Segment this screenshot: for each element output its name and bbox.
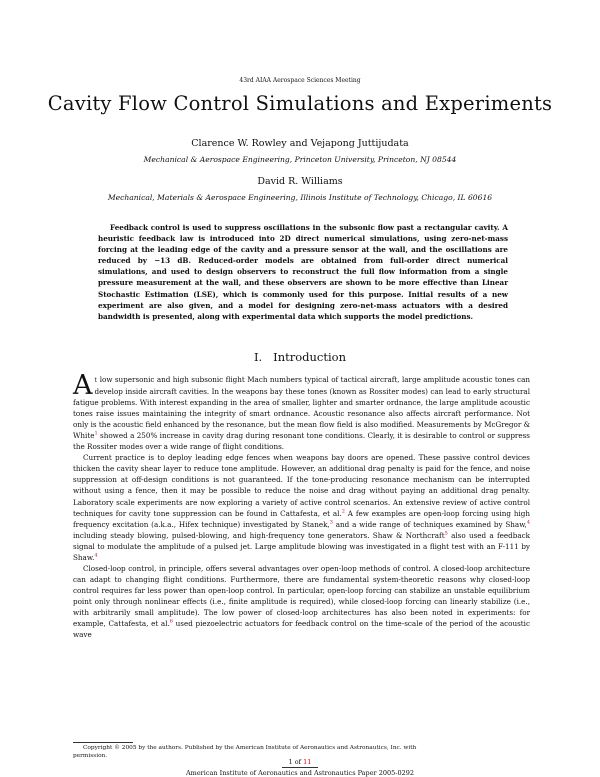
paragraph-2: Current practice is to deploy leading edge fences when weapons bay doors are opened. These passive control devices thicken the cavity shear layer to reduce tone amplitude. However, an additional drag penalty is paid for the fence, and noise suppression at off-design conditions is not guaranteed. If the tone-producing resonance mechanism can be interrupted without using a fence, then it may be possible to reduce the noise and drag without paying an additional drag penalty. Laboratory scale experiments are now exploring a variety of active control scenarios. An extensive review of active control techniques for cavity tone suppression can be found in Cattafesta, et al.$^2$ A few examples are open-loop forcing using high frequency excitation (a.k.a., Hifex technique) investigated by Stanek,$^3$ and a wide range of techniques examined by Shaw,$^4$ including steady blowing, pulsed-blowing, and high-frequency tone generators. Shaw & Northcraft$^5$ also used a feedback signal to modulate the amplitude of a pulsed jet. Large amplitude blowing was investigated in a flight test with an F-111 by Shaw.$^4$ xyxy=(73,453,531,562)
affiliation-princeton: Mechanical & Aerospace Engineering, Princeton University, Princeton, NJ 08544 xyxy=(143,155,457,164)
paragraph-3: Closed-loop control, in principle, offers several advantages over open-loop methods of control. A closed-loop architecture can adapt to changing flight conditions. Furthermore, there are fundamental system-theoretic reasons why closed-loop control requires far less power than open-loop control. In particular, open-loop forcing can stabilize an unstable equilibrium point only through nonlinear effects (i.e., finite amplitude is required), while closed-loop forcing can linearly stabilize (i.e., with arbitrarily small amplitude). The low power of closed-loop architectures has also been noted in experiments: for example, Cattafesta, et al.$^6$ used piezoelectric actuators for feedback control on the time-scale of the period of the acoustic wave xyxy=(73,563,530,640)
section-heading-introduction xyxy=(0,350,600,364)
citation-link[interactable]: 3 xyxy=(329,519,333,526)
meeting-header: 43rd AIAA Aerospace Sciences Meeting xyxy=(239,77,361,84)
page-number-divider xyxy=(282,767,318,768)
citation-link[interactable]: 1 xyxy=(94,430,98,437)
abstract: Feedback control is used to suppress oscillations in the subsonic flow past a rectangular cavity. A heuristic feedback law is introduced into 2D direct numerical simulations, using zero-net-mass forcing at the leading edge of the cavity and a pressure sensor at the wall, and the oscillations are reduced by −13 dB. Reduced-order models are obtained from full-order direct numerical simulations, and used to design observers to reconstruct the full flow information from a single pressure measurement at the wall, and these observers are shown to be more effective than Linear Stochastic Estimation (LSE), which is commonly used for this purpose. Initial results of a new experiment are also given, and a model for designing zero-net-mass actuators with a desired bandwidth is presented, along with experimental data which supports the model predictions. xyxy=(98,223,508,321)
copyright-footnote: Copyright © 2005 by the authors. Published by the American Institute of Aeronautics and Astronautics, Inc. with permission. xyxy=(73,745,417,759)
section-number: I. xyxy=(253,350,263,364)
page-number: 1 of 11 xyxy=(288,758,312,766)
affiliation-iit: Mechanical, Materials & Aerospace Engineering, Illinois Institute of Technology, Chicago, IL 60616 xyxy=(107,193,493,202)
paragraph-1: At low supersonic and high subsonic flight Mach numbers typical of tactical aircraft, large amplitude acoustic tones can develop inside aircraft cavities. In the weapons bay these tones (known as Rossiter modes) can lead to early structural fatigue problems. With interest expanding in the area of smaller, lighter and smarter ordnance, the large amplitude acoustic tones raise issues maintaining the integrity of smart ordnance. Acoustic resonance also affects aircraft performance. Not only is the acoustic field enhanced by the resonance, but the mean flow field is also modified. Measurements by McGregor & White$^1$ showed a 250% increase in cavity drag during resonant tone conditions. Clearly, it is desirable to control or suppress the Rossiter modes over a wide range of flight conditions. xyxy=(73,370,530,452)
paper-title: Cavity Flow Control Simulations and Experiments xyxy=(47,92,553,115)
citation-link[interactable]: 4 xyxy=(526,519,530,526)
citation-link[interactable]: 2 xyxy=(341,508,345,515)
page-footer: American Institute of Aeronautics and Astronautics Paper 2005-0292 xyxy=(185,769,415,777)
drop-cap: A xyxy=(73,370,93,401)
citation-link[interactable]: 6 xyxy=(169,618,173,625)
section-title: Introduction xyxy=(273,350,346,364)
small-caps-text: t xyxy=(94,377,98,384)
total-pages-link[interactable]: 11 xyxy=(303,758,312,766)
citation-link[interactable]: 4 xyxy=(94,552,98,559)
footnote-divider xyxy=(73,742,133,743)
citation-link[interactable]: 5 xyxy=(444,530,448,537)
introduction-body xyxy=(73,370,531,640)
author-williams: David R. Williams xyxy=(257,176,343,187)
authors-princeton: Clarence W. Rowley and Vejapong Juttijudata xyxy=(191,138,409,149)
